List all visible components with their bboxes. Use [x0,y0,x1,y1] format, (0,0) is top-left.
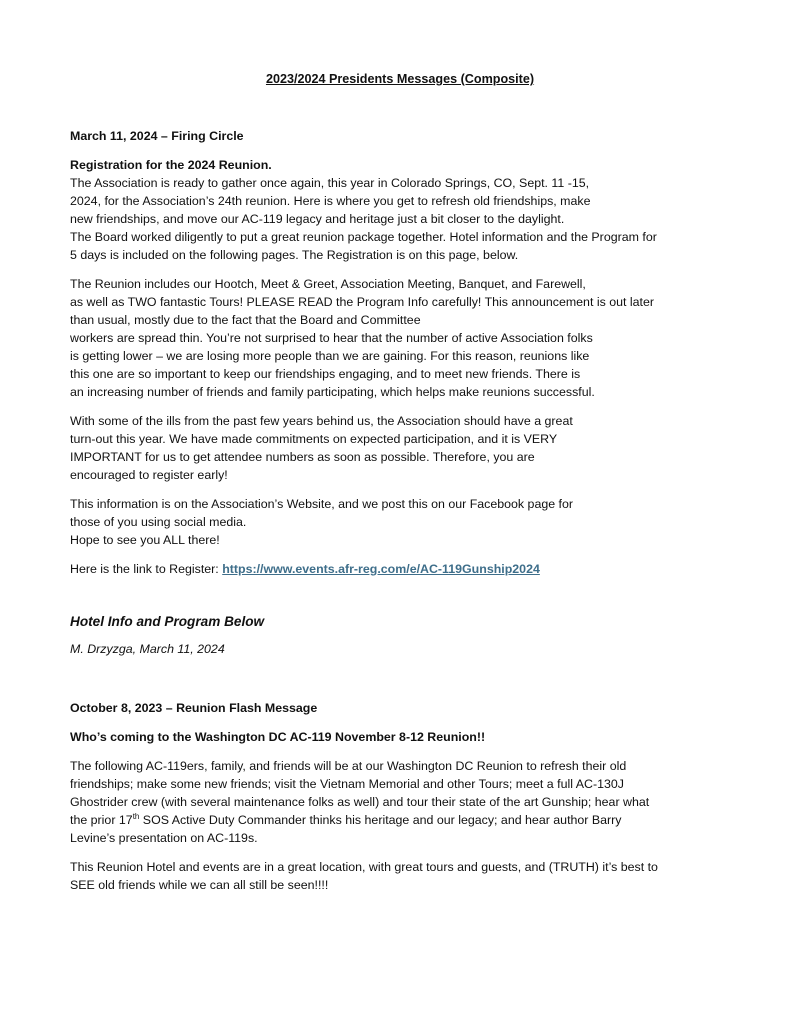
march-paragraph-3 [70,412,730,484]
register-label: Here is the link to Register: [70,562,223,576]
october-subheading: Who’s coming to the Washington DC AC-119 November 8-12 Reunion!! [70,730,486,744]
text-line: workers are spread thin. You’re not surprised to hear that the number of active Association folks [70,331,593,345]
text-line: The Reunion includes our Hootch, Meet & Greet, Association Meeting, Banquet, and Farewell, [70,277,586,291]
text-line: friendships; make some new friends; visit the Vietnam Memorial and other Tours; meet a full AC-130J [70,777,624,791]
march-paragraph-2 [70,275,730,401]
text-line: this one are so important to keep our friendships engaging, and to meet new friends. There is [70,367,581,381]
march-paragraph-1 [70,156,730,264]
register-line [70,560,730,578]
text-line: The Board worked diligently to put a great reunion package together. Hotel information and the Program for [70,230,657,244]
text-line: Hope to see you ALL there! [70,533,220,547]
text-line: encouraged to register early! [70,468,228,482]
text-line: Levine’s presentation on AC-119s. [70,831,258,845]
text-line: 2024, for the Association’s 24th reunion. Here is where you get to refresh old friendships, make [70,194,591,208]
text-line: SEE old friends while we can all still be seen!!!! [70,878,329,892]
text-line: turn-out this year. We have made commitments on expected participation, and it is VERY [70,432,558,446]
registration-subheading: Registration for the 2024 Reunion. [70,158,272,172]
text-line: This Reunion Hotel and events are in a great location, with great tours and guests, and (TRUTH) it’s best to [70,860,658,874]
october-paragraph-2 [70,858,730,894]
text-line: as well as TWO fantastic Tours! PLEASE READ the Program Info carefully! This announcement is out later [70,295,654,309]
text-line: those of you using social media. [70,515,247,529]
october-heading: October 8, 2023 – Reunion Flash Message [70,701,318,715]
text-line [70,811,730,829]
text-fragment: the prior 17 [70,813,133,827]
register-link[interactable]: https://www.events.afr-reg.com/e/AC-119Gunship2024 [222,562,540,576]
october-paragraph-1 [70,757,730,847]
text-line: The Association is ready to gather once again, this year in Colorado Springs, CO, Sept. 11 -15, [70,176,590,190]
document-title: 2023/2024 Presidents Messages (Composite) [265,72,535,86]
text-line: than usual, mostly due to the fact that the Board and Committee [70,313,421,327]
text-fragment: SOS Active Duty Commander thinks his heritage and our legacy; and hear author Barry [139,813,622,827]
text-line: This information is on the Association’s Website, and we post this on our Facebook page for [70,497,574,511]
document-page [70,70,730,905]
text-line: new friendships, and move our AC-119 legacy and heritage just a bit closer to the daylight. [70,212,565,226]
text-line: With some of the ills from the past few years behind us, the Association should have a great [70,414,573,428]
superscript: th [132,811,140,821]
march-heading: March 11, 2024 – Firing Circle [70,129,244,143]
hotel-info-heading: Hotel Info and Program Below [70,614,265,629]
text-line: The following AC-119ers, family, and friends will be at our Washington DC Reunion to refresh their old [70,759,627,773]
march-paragraph-4 [70,495,730,549]
text-line: an increasing number of friends and family participating, which helps make reunions successful. [70,385,595,399]
text-line: is getting lower – we are losing more people than we are gaining. For this reason, reunions like [70,349,590,363]
text-line: IMPORTANT for us to get attendee numbers as soon as possible. Therefore, you are [70,450,535,464]
text-line: 5 days is included on the following pages. The Registration is on this page, below. [70,248,519,262]
text-line: Ghostrider crew (with several maintenance folks as well) and tour their state of the art Gunship; hear what [70,795,650,809]
signature-line: M. Drzyzga, March 11, 2024 [70,642,225,656]
